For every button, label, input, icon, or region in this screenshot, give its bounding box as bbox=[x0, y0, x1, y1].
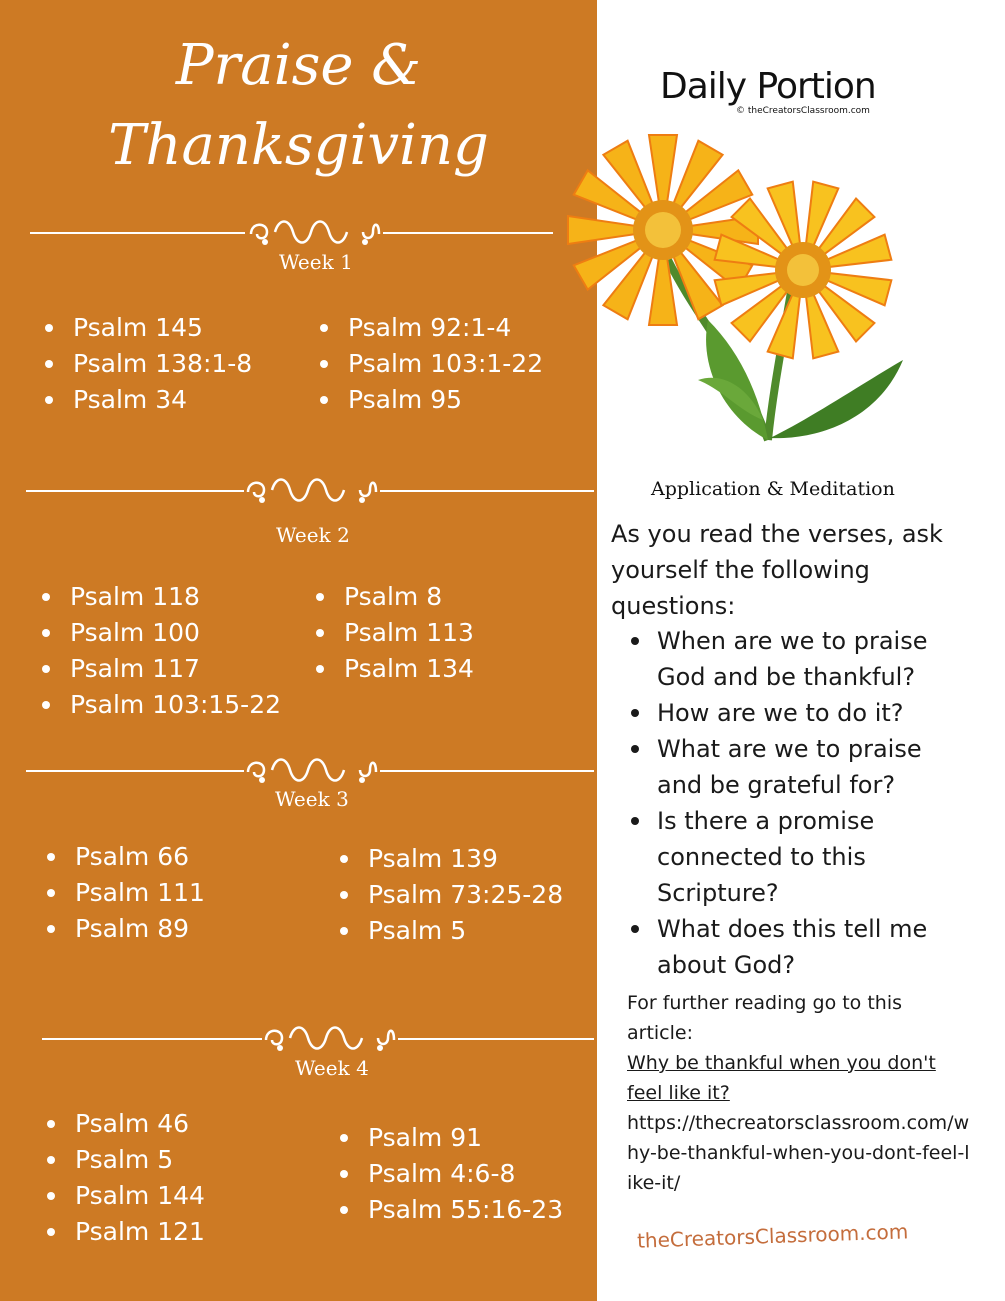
list-item: Psalm 103:15-22 bbox=[42, 687, 281, 723]
list-item: Psalm 92:1-4 bbox=[320, 310, 543, 346]
flourish-ornament bbox=[245, 212, 385, 252]
list-item: Psalm 103:1-22 bbox=[320, 346, 543, 382]
list-item: Psalm 118 bbox=[42, 579, 281, 615]
week-3-list-right bbox=[340, 841, 563, 949]
flourish-ornament bbox=[260, 1018, 400, 1058]
question-list bbox=[628, 623, 968, 983]
divider-line bbox=[398, 1038, 594, 1040]
list-item: Psalm 144 bbox=[47, 1178, 205, 1214]
list-item: Psalm 34 bbox=[45, 382, 252, 418]
title-line-1: Praise & bbox=[175, 33, 422, 98]
week-2-label: Week 2 bbox=[276, 523, 350, 547]
divider-line bbox=[42, 1038, 262, 1040]
divider-line bbox=[383, 232, 553, 234]
week-3-label: Week 3 bbox=[275, 787, 349, 811]
divider-line bbox=[380, 770, 594, 772]
intro-text: As you read the verses, ask yourself the following questions: bbox=[611, 520, 943, 620]
list-item: Psalm 95 bbox=[320, 382, 543, 418]
sunflowers-illustration bbox=[548, 120, 948, 470]
divider-line bbox=[380, 490, 594, 492]
list-item: Psalm 91 bbox=[340, 1120, 563, 1156]
article-url[interactable]: https://thecreatorsclassroom.com/why-be-thankful-when-you-dont-feel-like-it/ bbox=[627, 1112, 970, 1194]
article-link[interactable]: Why be thankful when you don't feel like it? bbox=[627, 1052, 936, 1104]
flourish-ornament bbox=[242, 470, 382, 510]
further-reading bbox=[627, 988, 972, 1198]
daily-portion-heading: Daily Portion bbox=[660, 66, 876, 107]
list-item: Psalm 121 bbox=[47, 1214, 205, 1250]
week-1-label: Week 1 bbox=[279, 250, 353, 274]
list-item: Is there a promise connected to this Scripture? bbox=[628, 803, 968, 911]
list-item: Psalm 73:25-28 bbox=[340, 877, 563, 913]
week-4-list-right bbox=[340, 1120, 563, 1228]
week-1-list-right bbox=[320, 310, 543, 418]
week-2-list-right bbox=[316, 579, 474, 687]
list-item: Psalm 100 bbox=[42, 615, 281, 651]
flourish-ornament bbox=[242, 750, 382, 790]
list-item: What are we to praise and be grateful for? bbox=[628, 731, 968, 803]
list-item: Psalm 5 bbox=[47, 1142, 205, 1178]
list-item: Psalm 66 bbox=[47, 839, 205, 875]
list-item: Psalm 55:16-23 bbox=[340, 1192, 563, 1228]
week-4-label: Week 4 bbox=[295, 1056, 369, 1080]
list-item: Psalm 139 bbox=[340, 841, 563, 877]
list-item: When are we to praise God and be thankful? bbox=[628, 623, 968, 695]
list-item: Psalm 8 bbox=[316, 579, 474, 615]
list-item: What does this tell me about God? bbox=[628, 911, 968, 983]
footer-brand: theCreatorsClassroom.com bbox=[636, 1219, 909, 1253]
week-3-list-left bbox=[47, 839, 205, 947]
divider-line bbox=[26, 770, 244, 772]
list-item: Psalm 138:1-8 bbox=[45, 346, 252, 382]
list-item: Psalm 117 bbox=[42, 651, 281, 687]
further-reading-text: For further reading go to this article: bbox=[627, 992, 903, 1044]
week-2-list-left bbox=[42, 579, 281, 723]
copyright-note: © theCreatorsClassroom.com bbox=[736, 106, 870, 116]
divider-line bbox=[30, 232, 245, 234]
list-item: Psalm 5 bbox=[340, 913, 563, 949]
application-meditation-heading: Application & Meditation bbox=[651, 478, 895, 500]
week-4-list-left bbox=[47, 1106, 205, 1250]
list-item: Psalm 113 bbox=[316, 615, 474, 651]
list-item: How are we to do it? bbox=[628, 695, 968, 731]
list-item: Psalm 46 bbox=[47, 1106, 205, 1142]
list-item: Psalm 4:6-8 bbox=[340, 1156, 563, 1192]
list-item: Psalm 145 bbox=[45, 310, 252, 346]
divider-line bbox=[26, 490, 244, 492]
week-1-list-left bbox=[45, 310, 252, 418]
list-item: Psalm 111 bbox=[47, 875, 205, 911]
title-line-2: Thanksgiving bbox=[108, 113, 489, 178]
list-item: Psalm 89 bbox=[47, 911, 205, 947]
list-item: Psalm 134 bbox=[316, 651, 474, 687]
